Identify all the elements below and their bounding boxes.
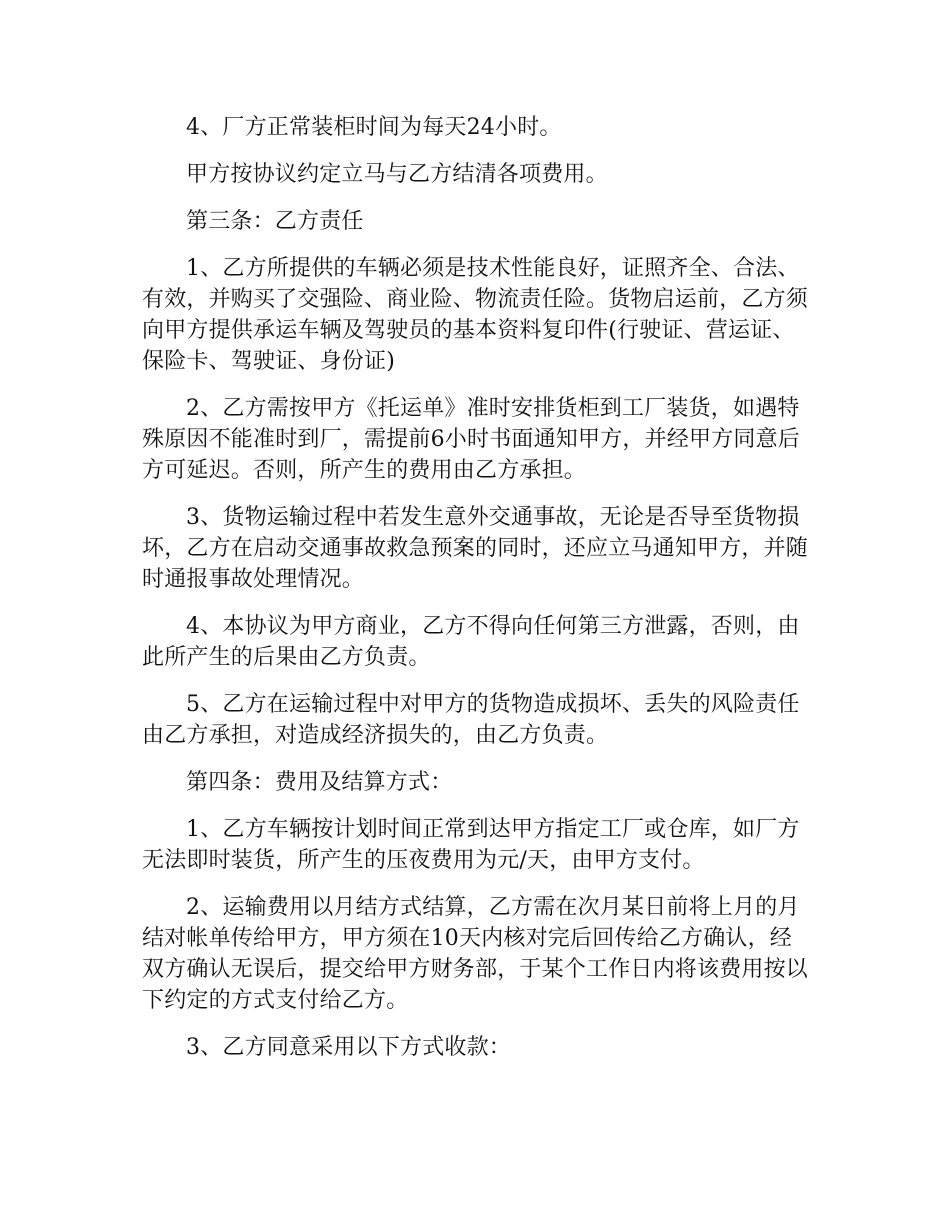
paragraph-container-arrival: 2、乙方需按甲方《托运单》准时安排货柜到工厂装货，如遇特殊原因不能准时到厂，需提前6小时书面通知甲方，并经甲方同意后方可延迟。否则，所产生的费用由乙方承担。: [142, 396, 800, 483]
paragraph-factory-loading-hours: 4、厂方正常装柜时间为每天24小时。: [186, 115, 562, 140]
paragraph-settlement-note: 甲方按协议约定立马与乙方结清各项费用。: [186, 162, 608, 187]
paragraph-traffic-accident: 3、货物运输过程中若发生意外交通事故，无论是否导至货物损坏，乙方在启动交通事故救急预案的同时，还应立马通知甲方，并随时通报事故处理情况。: [142, 505, 809, 592]
paragraph-payment-method: 3、乙方同意采用以下方式收款：: [186, 1035, 511, 1060]
paragraph-overnight-fee: 1、乙方车辆按计划时间正常到达甲方指定工厂或仓库，如厂方无法即时装货，所产生的压夜费用为元/天，由甲方支付。: [142, 817, 800, 873]
paragraph-vehicle-requirements: 1、乙方所提供的车辆必须是技术性能良好，证照齐全、合法、有效，并购买了交强险、商业险、物流责任险。货物启运前，乙方须向甲方提供承运车辆及驾驶员的基本资料复印件(行驶证、营运证、保险卡、驾驶证、身份证): [142, 256, 809, 374]
paragraph-confidentiality: 4、本协议为甲方商业，乙方不得向任何第三方泄露，否则，由此所产生的后果由乙方负责。: [142, 614, 800, 670]
document-body: [142, 112, 812, 1079]
paragraph-monthly-settlement: 2、运输费用以月结方式结算，乙方需在次月某日前将上月的月结对帐单传给甲方，甲方须在10天内核对完后回传给乙方确认，经双方确认无误后，提交给甲方财务部，于某个工作日内将该费用按以下约定的方式支付给乙方。: [142, 895, 809, 1013]
section-heading-article-4: 第四条：费用及结算方式：: [186, 770, 453, 795]
section-heading-article-3: 第三条：乙方责任: [186, 209, 364, 234]
paragraph-cargo-risk: 5、乙方在运输过程中对甲方的货物造成损坏、丢失的风险责任由乙方承担，对造成经济损失的，由乙方负责。: [142, 692, 800, 748]
